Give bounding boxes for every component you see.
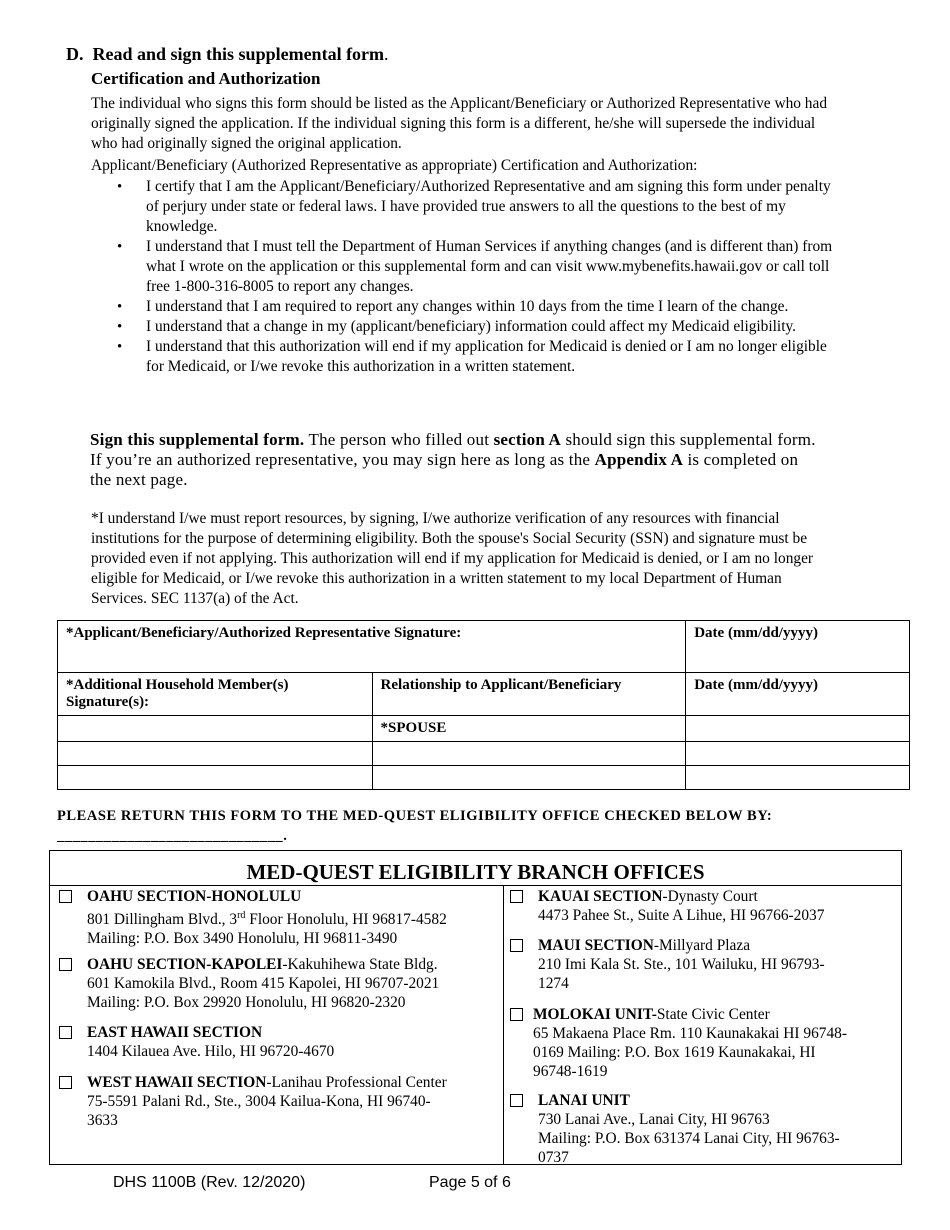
checkbox[interactable] (510, 1008, 523, 1021)
office-mailing: Mailing: P.O. Box 29920 Honolulu, HI 96820-2320 (87, 994, 406, 1011)
office-name: EAST HAWAII SECTION (87, 1024, 263, 1041)
household-signature-header (58, 673, 373, 716)
member-date-field[interactable] (686, 742, 910, 766)
office-name: OAHU SECTION-HONOLULU (87, 888, 302, 905)
sign-text-2: should sign this supplemental form. If you’re an authorized representative, you may sign here as long as the (90, 430, 816, 469)
sign-instructions (90, 430, 820, 490)
offices-title: MED-QUEST ELIGIBILITY BRANCH OFFICES (50, 851, 901, 886)
sign-text-3: is completed on the next page. (90, 450, 799, 489)
form-id: DHS 1100B (Rev. 12/2020) (113, 1174, 306, 1191)
list-item: • I understand that this authorization will end if my application for Medicaid is denied or I am no longer eligible for Medicaid, or I/we revoke this authorization in a written statement. (117, 337, 837, 377)
office-name: KAUAI SECTION (538, 888, 663, 905)
checkbox[interactable] (59, 1076, 72, 1089)
certification-subtitle: Certification and Authorization (91, 69, 321, 88)
office-address: 3633 (87, 1112, 118, 1129)
table-row (58, 766, 910, 790)
section-letter: D. (66, 44, 84, 64)
checkbox[interactable] (59, 1026, 72, 1039)
address-part: 801 Dillingham Blvd., 3 (87, 911, 238, 929)
checkbox[interactable] (59, 890, 72, 903)
checkbox[interactable] (59, 958, 72, 971)
section-heading (66, 44, 389, 65)
offices-box (49, 850, 902, 1165)
sign-text-1: The person who filled out (304, 430, 494, 449)
office-name: MAUI SECTION (538, 937, 654, 954)
office-address (87, 911, 447, 928)
section-title: Read and sign this supplemental form (92, 44, 385, 64)
address-superscript: rd (237, 910, 246, 921)
office-name: LANAI UNIT (538, 1092, 630, 1109)
list-item: • I understand that a change in my (applicant/beneficiary) information could affect my Medicaid eligibility. (117, 317, 837, 337)
intro-paragraph: The individual who signs this form should be listed as the Applicant/Beneficiary or Authorized Representative who had originally signed the application. If the individual signing this form is a different, he/she will supersede the individual who had originally signed the original application. (91, 95, 828, 152)
office-place: -Dynasty Court (662, 888, 758, 905)
applicant-signature-label: *Applicant/Beneficiary/Authorized Representative Signature: (66, 625, 462, 641)
member-signature-field[interactable] (58, 742, 373, 766)
member-relationship-field[interactable] (372, 766, 686, 790)
address-part: Floor Honolulu, HI 96817-4582 (245, 911, 447, 929)
return-date-blank[interactable]: _____________________________. (57, 828, 288, 844)
sign-bold-2: section A (493, 430, 562, 449)
date-label: Date (mm/dd/yyyy) (694, 625, 818, 641)
relationship-label: Relationship to Applicant/Beneficiary (380, 677, 622, 693)
table-row (58, 716, 910, 742)
office-place: -Millyard Plaza (653, 937, 751, 954)
office-name: OAHU SECTION-KAPOLEI (87, 956, 283, 973)
member-date-field[interactable] (686, 766, 910, 790)
office-address: 210 Imi Kala St. Ste., 101 Wailuku, HI 96793- (538, 956, 825, 973)
office-address: 1274 (538, 975, 569, 992)
list-item: • I understand that I am required to report any changes within 10 days from the time I learn of the change. (117, 297, 837, 317)
office-address: 96748-1619 (533, 1063, 608, 1080)
list-item: • I certify that I am the Applicant/Beneficiary/Authorized Representative and am signing this form under penalty of perjury under state or federal laws. I have provided true answers to all the questions to the best of my knowledge. (117, 177, 837, 237)
return-note: PLEASE RETURN THIS FORM TO THE MED-QUEST ELIGIBILITY OFFICE CHECKED BELOW BY: (57, 808, 773, 824)
household-date-header (686, 673, 910, 716)
checkbox[interactable] (510, 1094, 523, 1107)
sign-bold-3: Appendix A (594, 450, 684, 469)
section-title-end: . (384, 44, 389, 64)
column-divider (503, 886, 504, 1164)
sign-bold-1: Sign this supplemental form. (90, 430, 305, 449)
page-number: Page 5 of 6 (429, 1174, 511, 1191)
office-place: -Kakuhihewa State Bldg. (282, 956, 438, 973)
office-address: 730 Lanai Ave., Lanai City, HI 96763 (538, 1111, 770, 1128)
return-instructions (57, 806, 910, 846)
relationship-header (372, 673, 686, 716)
certification-list (117, 177, 837, 377)
spouse-date-field[interactable] (686, 716, 910, 742)
office-address: 65 Makaena Place Rm. 110 Kaunakakai HI 96748- (533, 1025, 847, 1042)
applicant-signature-field[interactable] (58, 621, 686, 673)
household-signature-label: *Additional Household Member(s) Signature(s): (66, 677, 289, 710)
office-mailing: 0737 (538, 1149, 569, 1166)
office-place: -Lanihau Professional Center (266, 1074, 447, 1091)
checkbox[interactable] (510, 890, 523, 903)
applicant-date-field[interactable] (686, 621, 910, 673)
office-name: MOLOKAI UNIT- (533, 1006, 657, 1023)
table-row (58, 742, 910, 766)
office-place: State Civic Center (656, 1006, 770, 1023)
signature-table (57, 620, 910, 790)
certification-lead: Applicant/Beneficiary (Authorized Representative as appropriate) Certification and Authorization: (91, 157, 698, 174)
office-address: 0169 Mailing: P.O. Box 1619 Kaunakakai, HI (533, 1044, 816, 1061)
resources-paragraph: *I understand I/we must report resources, by signing, I/we authorize verification of any resources with financial institutions for the purpose of determining eligibility. Both the spouse's Social Security (SSN) and signature must be provided even if not applying. This authorization will end if my application for Medicaid is denied, or I am no longer eligible for Medicaid, or I/we revoke this authorization in a written statement to my local Department of Human Services. SEC 1137(a) of the Act. (91, 510, 814, 607)
office-address: 601 Kamokila Blvd., Room 415 Kapolei, HI 96707-2021 (87, 975, 440, 992)
date-label: Date (mm/dd/yyyy) (694, 677, 818, 693)
office-address: 75-5591 Palani Rd., Ste., 3004 Kailua-Kona, HI 96740- (87, 1093, 431, 1110)
spouse-relationship-cell (372, 716, 686, 742)
spouse-signature-field[interactable] (58, 716, 373, 742)
office-address: 1404 Kilauea Ave. Hilo, HI 96720-4670 (87, 1043, 335, 1060)
office-mailing: Mailing: P.O. Box 3490 Honolulu, HI 96811-3490 (87, 930, 398, 948)
list-item: • I understand that I must tell the Department of Human Services if anything changes (and is different than) from what I wrote on the application or this supplemental form and can visit www.mybenefits.hawaii.gov or call toll free 1-800-316-8005 to report any changes. (117, 237, 837, 297)
member-relationship-field[interactable] (372, 742, 686, 766)
checkbox[interactable] (510, 939, 523, 952)
spouse-label: *SPOUSE (380, 720, 447, 736)
office-mailing: Mailing: P.O. Box 631374 Lanai City, HI 96763- (538, 1130, 840, 1147)
office-address: 4473 Pahee St., Suite A Lihue, HI 96766-2037 (538, 907, 825, 924)
office-name: WEST HAWAII SECTION (87, 1074, 267, 1091)
member-signature-field[interactable] (58, 766, 373, 790)
